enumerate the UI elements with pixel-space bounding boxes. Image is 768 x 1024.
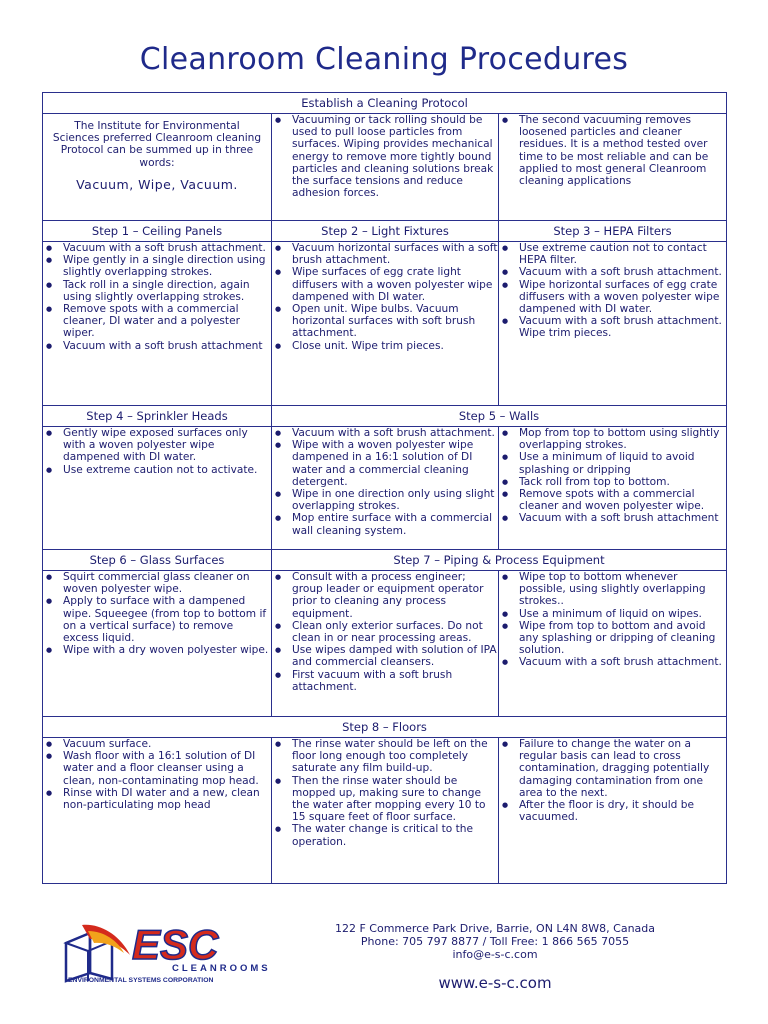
list-item: ● Wash floor with a 16:1 solution of DI water and a floor cleanser using a clean, non-contaminating mop head. xyxy=(43,750,271,787)
list-item: ● Apply to surface with a dampened wipe. Squeegee (from top to bottom if on a vertical surface) to remove excess liquid. xyxy=(43,595,271,644)
list-item: ● Use a minimum of liquid to avoid splashing or dripping xyxy=(499,451,726,475)
list-item: ● Vacuum with a soft brush attachment. xyxy=(499,266,726,278)
footer-website[interactable]: www.e-s-c.com xyxy=(438,974,552,992)
bullet-list xyxy=(43,242,271,352)
step2-header: Step 2 – Light Fixtures xyxy=(272,221,499,242)
list-item: ● Gently wipe exposed surfaces only with a woven polyester wipe dampened with DI water. xyxy=(43,427,271,464)
list-item: ● The water change is critical to the operation. xyxy=(272,823,498,847)
list-item: ● Tack roll from top to bottom. xyxy=(499,476,726,488)
list-item: ● First vacuum with a soft brush attachment. xyxy=(272,669,498,693)
list-item: ● Then the rinse water should be mopped up, making sure to change the water after mopping every 10 to 15 square feet of floor surface. xyxy=(272,775,498,824)
list-item: ● Wipe surfaces of egg crate light diffusers with a woven polyester wipe dampened with DI water. xyxy=(272,266,498,303)
step3-header: Step 3 – HEPA Filters xyxy=(499,221,727,242)
list-item: ● Vacuum with a soft brush attachment. xyxy=(43,242,271,254)
list-item: ● Remove spots with a commercial cleaner and woven polyester wipe. xyxy=(499,488,726,512)
list-item: ● Close unit. Wipe trim pieces. xyxy=(272,340,498,352)
step7-list-b xyxy=(499,571,727,717)
step6-list xyxy=(43,571,272,717)
bullet-list xyxy=(272,571,498,693)
step8-list-c xyxy=(499,738,727,884)
footer-email[interactable]: info@e-s-c.com xyxy=(452,948,538,961)
list-item: ● Wipe horizontal surfaces of egg crate diffusers with a woven polyester wipe dampened with DI water. xyxy=(499,279,726,316)
list-item: ● Consult with a process engineer; group leader or equipment operator prior to cleaning any process equipment. xyxy=(272,571,498,620)
footer-phone: Phone: 705 797 8877 / Toll Free: 1 866 565 7055 xyxy=(360,935,630,948)
step5-list-b xyxy=(499,427,727,550)
step4-header: Step 4 – Sprinkler Heads xyxy=(43,406,272,427)
page-title: Cleanroom Cleaning Procedures xyxy=(139,42,629,77)
protocol-intro-words: Vacuum, Wipe, Vacuum. xyxy=(76,176,238,192)
bullet-list xyxy=(43,427,271,476)
list-item: ● Wipe with a dry woven polyester wipe. xyxy=(43,644,271,656)
esc-logo xyxy=(60,915,300,985)
list-item: ● Vacuum horizontal surfaces with a soft brush attachment. xyxy=(272,242,498,266)
step7-header: Step 7 – Piping & Process Equipment xyxy=(272,550,727,571)
list-item: ● Wipe with a woven polyester wipe dampened in a 16:1 solution of DI water and a commercial cleaning detergent. xyxy=(272,439,498,488)
step7-list-a xyxy=(272,571,499,717)
step8-list-b xyxy=(272,738,499,884)
bullet-list xyxy=(499,114,726,187)
step8-header: Step 8 – Floors xyxy=(43,717,727,738)
bullet-list xyxy=(272,242,498,352)
list-item: ● Wipe gently in a single direction using slightly overlapping strokes. xyxy=(43,254,271,278)
list-item: ● Failure to change the water on a regular basis can lead to cross contamination, dragging potentially damaging contamination from one area to the next. xyxy=(499,738,726,799)
list-item: ● Wipe from top to bottom and avoid any splashing or dripping of cleaning solution. xyxy=(499,620,726,657)
step6-header: Step 6 – Glass Surfaces xyxy=(43,550,272,571)
list-item: ● Mop from top to bottom using slightly overlapping strokes. xyxy=(499,427,726,451)
bullet-list xyxy=(272,427,498,537)
step8-list-a xyxy=(43,738,272,884)
list-item: ● Wipe in one direction only using slight overlapping strokes. xyxy=(272,488,498,512)
procedures-table xyxy=(42,92,727,884)
protocol-col2 xyxy=(272,114,499,221)
list-item: ● Clean only exterior surfaces. Do not clean in or near processing areas. xyxy=(272,620,498,644)
list-item: ● Mop entire surface with a commercial wall cleaning system. xyxy=(272,512,498,536)
step3-list xyxy=(499,242,727,406)
list-item: ● Vacuum with a soft brush attachment. xyxy=(499,656,726,668)
list-item: ● Vacuum surface. xyxy=(43,738,271,750)
list-item: ● Use wipes damped with solution of IPA and commercial cleansers. xyxy=(272,644,498,668)
list-item: ● Vacuum with a soft brush attachment. xyxy=(272,427,498,439)
list-item: ● The rinse water should be left on the floor long enough too completely saturate any film build-up. xyxy=(272,738,498,775)
step1-header: Step 1 – Ceiling Panels xyxy=(43,221,272,242)
bullet-list xyxy=(499,427,726,525)
bullet-list xyxy=(272,738,498,848)
bullet-list xyxy=(499,242,726,340)
list-item: ● Use extreme caution not to activate. xyxy=(43,464,271,476)
list-item: ● The second vacuuming removes loosened particles and cleaner residues. It is a method tested over time to be most reliable and can be applied to most general Cleanroom cleaning applications xyxy=(499,114,726,187)
list-item: ● Use extreme caution not to contact HEPA filter. xyxy=(499,242,726,266)
bullet-list xyxy=(499,571,726,669)
protocol-intro-cell xyxy=(43,114,272,221)
list-item: ● Remove spots with a commercial cleaner, DI water and a polyester wiper. xyxy=(43,303,271,340)
protocol-col3 xyxy=(499,114,727,221)
list-item: ● Vacuuming or tack rolling should be used to pull loose particles from surfaces. Wiping provides mechanical energy to remove more tightly bound particles and cleaning solutions break the surface tensions and reduce adhesion forces. xyxy=(272,114,498,199)
protocol-intro-text: The Institute for Environmental Sciences preferred Cleanroom cleaning Protocol can be summed up in three words: xyxy=(52,120,262,169)
list-item: ● Tack roll in a single direction, again using slightly overlapping strokes. xyxy=(43,279,271,303)
footer-contact xyxy=(300,922,690,961)
list-item: ● Vacuum with a soft brush attachment xyxy=(499,512,726,524)
step1-list xyxy=(43,242,272,406)
bullet-list xyxy=(272,114,498,199)
bullet-list xyxy=(499,738,726,823)
list-item: ● Open unit. Wipe bulbs. Vacuum horizontal surfaces with soft brush attachment. xyxy=(272,303,498,340)
footer-address: 122 F Commerce Park Drive, Barrie, ON L4N 8W8, Canada xyxy=(334,922,656,935)
list-item: ● Use a minimum of liquid on wipes. xyxy=(499,608,726,620)
list-item: ● Vacuum with a soft brush attachment xyxy=(43,340,271,352)
list-item: ● Rinse with DI water and a new, clean non-particulating mop head xyxy=(43,787,271,811)
list-item: ● Squirt commercial glass cleaner on woven polyester wipe. xyxy=(43,571,271,595)
list-item: ● Wipe top to bottom whenever possible, using slightly overlapping strokes.. xyxy=(499,571,726,608)
list-item: ● Vacuum with a soft brush attachment. Wipe trim pieces. xyxy=(499,315,726,339)
step5-header: Step 5 – Walls xyxy=(272,406,727,427)
bullet-list xyxy=(43,571,271,656)
logo-corp-text: ENVIRONMENTAL SYSTEMS CORPORATION xyxy=(68,977,214,984)
logo-main-text: ESC xyxy=(132,921,219,968)
logo-sub-text: CLEANROOMS xyxy=(172,963,271,974)
protocol-header: Establish a Cleaning Protocol xyxy=(43,93,727,114)
list-item: ● After the floor is dry, it should be vacuumed. xyxy=(499,799,726,823)
bullet-list xyxy=(43,738,271,811)
step5-list-a xyxy=(272,427,499,550)
step2-list xyxy=(272,242,499,406)
step4-list xyxy=(43,427,272,550)
